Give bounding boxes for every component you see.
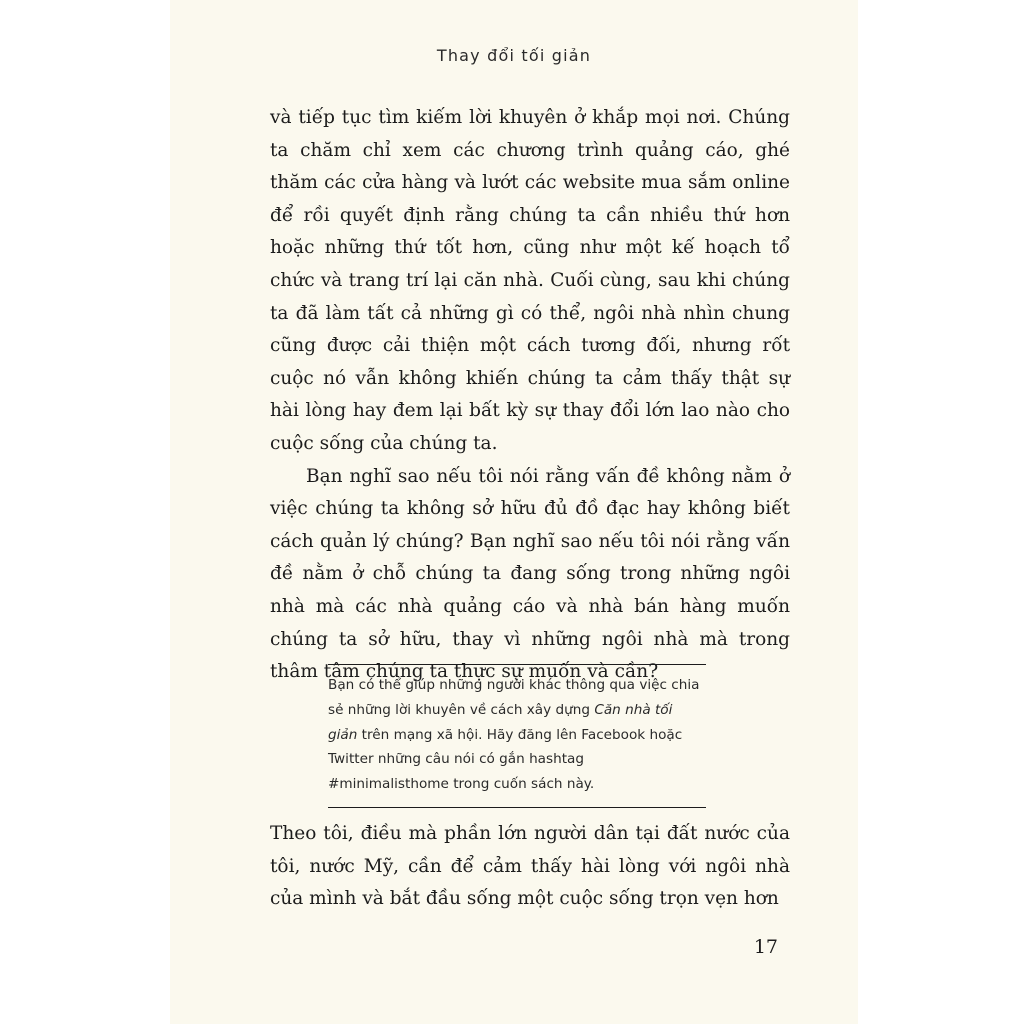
callout-text-part: Bạn có thể giúp những người khác thông qua việc chia sẻ những lời khuyên về cách xây dựng bbox=[328, 677, 700, 718]
running-header: Thay đổi tối giản bbox=[436, 46, 592, 65]
paragraph: Theo tôi, điều mà phần lớn người dân tại đất nước của tôi, nước Mỹ, cần để cảm thấy hài lòng với ngôi nhà của mình và bắt đầu sống một cuộc sống trọn vẹn hơn bbox=[270, 823, 790, 910]
callout-text-part: trên mạng xã hội. Hãy đăng lên Facebook hoặc Twitter những câu nói có gắn hashtag #minimalisthome trong cuốn sách này. bbox=[328, 726, 683, 793]
paragraph: và tiếp tục tìm kiếm lời khuyên ở khắp mọi nơi. Chúng ta chăm chỉ xem các chương trình quảng cáo, ghé thăm các cửa hàng và lướt các website mua sắm online để rồi quyết định rằng chúng ta cần nhiều thứ hơn hoặc những thứ tốt hơn, cũng như một kế hoạch tổ chức và trang trí lại căn nhà. Cuối cùng, sau khi chúng ta đã làm tất cả những gì có thể, ngôi nhà nhìn chung cũng được cải thiện một cách tương đối, nhưng rốt cuộc nó vẫn không khiến chúng ta cảm thấy thật sự hài lòng hay đem lại bất kỳ sự thay đổi lớn lao nào cho cuộc sống của chúng ta. bbox=[270, 107, 790, 454]
callout-box bbox=[328, 664, 706, 808]
paragraph: Bạn nghĩ sao nếu tôi nói rằng vấn đề không nằm ở việc chúng ta không sở hữu đủ đồ đạc hay không biết cách quản lý chúng? Bạn nghĩ sao nếu tôi nói rằng vấn đề nằm ở chỗ chúng ta đang sống trong những ngôi nhà mà các nhà quảng cáo và nhà bán hàng muốn chúng ta sở hữu, thay vì những ngôi nhà mà trong thâm tâm chúng ta thực sự muốn và cần? bbox=[270, 465, 790, 683]
book-page bbox=[170, 0, 858, 1024]
page-number: 17 bbox=[753, 936, 778, 958]
callout-text bbox=[328, 673, 706, 797]
body-text-block bbox=[270, 818, 790, 916]
body-text-block bbox=[270, 102, 790, 689]
callout-book-title: Căn nhà tối giản bbox=[328, 701, 673, 743]
